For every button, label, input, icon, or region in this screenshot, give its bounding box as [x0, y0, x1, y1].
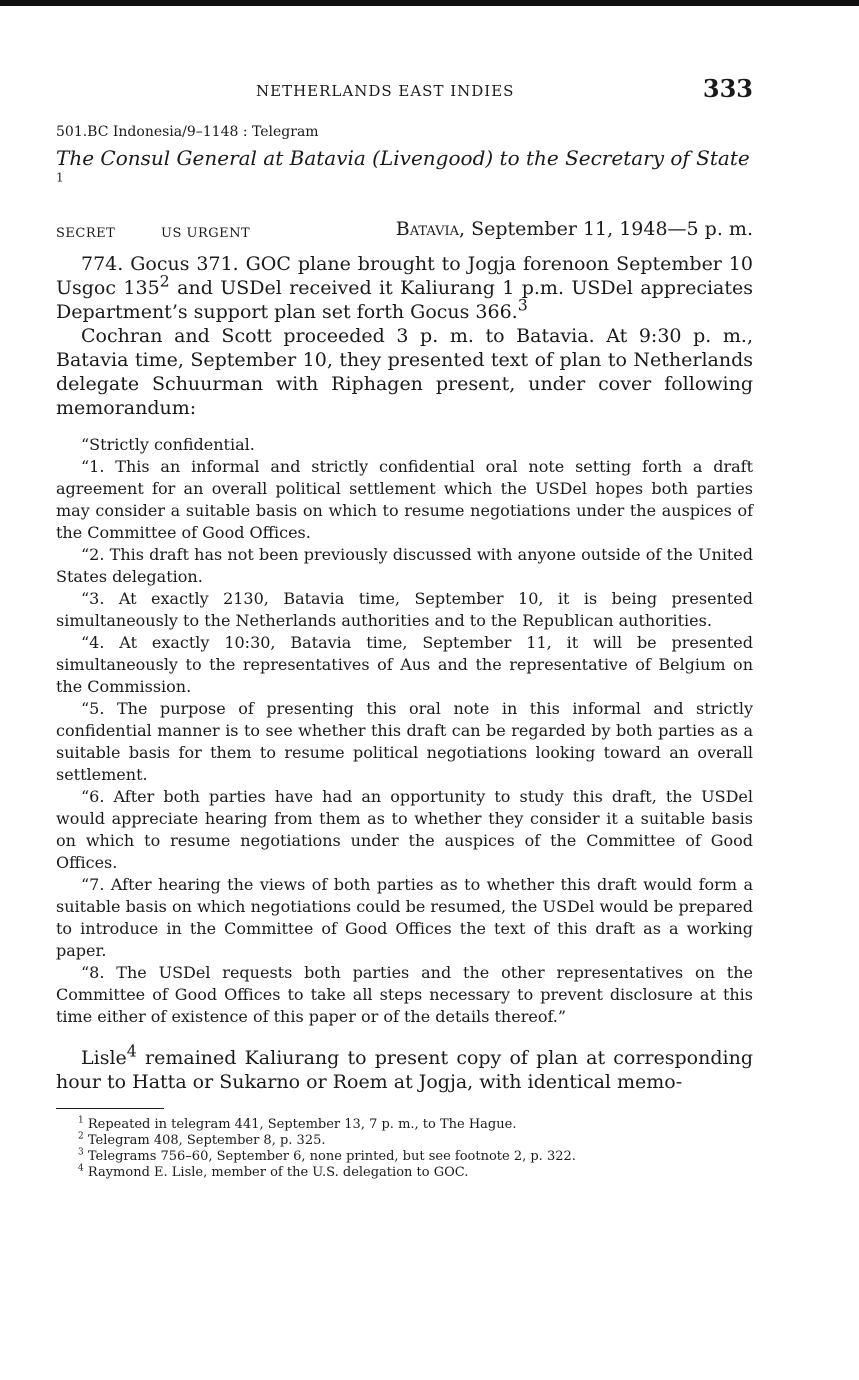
date-text: September 11, 1948—5 p. m. [465, 218, 753, 240]
footnote-mark: 1 [78, 1115, 84, 1126]
footnote-marker: 3 [517, 295, 528, 315]
footnote-mark: 4 [78, 1163, 84, 1174]
footnote [56, 1117, 753, 1133]
file-reference: 501.BC Indonesia/9–1148 : Telegram [56, 124, 319, 140]
quote-paragraph: “8. The USDel requests both parties and the other representatives on the Committee of Good Offices to take all steps necessary to prevent disclosure at this time either of existence of this paper or of the details thereof.” [56, 963, 753, 1026]
footnote [56, 1149, 753, 1165]
quote-paragraph: “2. This draft has not been previously discussed with anyone outside of the United States delegation. [56, 545, 753, 586]
page-number: 333 [702, 74, 753, 103]
body-paragraph: Cochran and Scott proceeded 3 p. m. to Batavia. At 9:30 p. m., Batavia time, September 10, they presented text of plan to Netherlands delegate Schuurman with Riphagen present, under cover following memorandum: [56, 325, 753, 419]
footnote [56, 1133, 753, 1149]
footnotes [56, 1117, 753, 1181]
body-paragraph [56, 252, 753, 324]
body-text: Lisle [81, 1047, 127, 1069]
quote-paragraph: “5. The purpose of presenting this oral note in this informal and strictly confidential manner is to see whether this draft can be regarded by both parties as a suitable basis for them to resume political negotiations looking toward an overall settlement. [56, 699, 753, 784]
dateline [56, 216, 753, 248]
body-text: and USDel received it Kaliurang 1 p.m. USDel appreciates Department’s support plan set forth Gocus 366. [56, 277, 753, 323]
document-title-text: The Consul General at Batavia (Livengood) to the Secretary of State [56, 146, 750, 170]
document-title [56, 146, 753, 194]
date-place [396, 218, 753, 240]
quote-paragraph: “1. This an informal and strictly confidential oral note setting forth a draft agreement for an overall political settlement which the USDel hopes both parties may consider a suitable basis on which to resume negotiations under the auspices of the Committee of Good Offices. [56, 457, 753, 542]
footnote-marker: 1 [56, 170, 64, 185]
classification-label: SECRET [56, 226, 116, 241]
footnote-text: Repeated in telegram 441, September 13, 7 p. m., to The Hague. [87, 1117, 517, 1132]
body-text: 774. Gocus 371. GOC plane brought to Jogja forenoon September 10 Usgoc 135 [56, 253, 753, 299]
quote-paragraph: “4. At exactly 10:30, Batavia time, September 11, it will be presented simultaneously to the representatives of Aus and the representative of Belgium on the Commission. [56, 633, 753, 696]
memorandum-quote [56, 434, 753, 1028]
footnote-marker: 4 [126, 1041, 137, 1061]
body-text: remained Kaliurang to present copy of plan at corresponding hour to Hatta or Sukarno or Roem at Jogja, with identical memo- [56, 1047, 753, 1093]
running-title: NETHERLANDS EAST INDIES [256, 82, 515, 100]
footnote-text: Raymond E. Lisle, member of the U.S. delegation to GOC. [87, 1165, 469, 1180]
running-head [56, 72, 753, 108]
footnote-text: Telegrams 756–60, September 6, none printed, but see footnote 2, p. 322. [87, 1149, 576, 1164]
page-top-edge [0, 0, 859, 6]
footnote-divider [56, 1108, 164, 1109]
place-name: Batavia, [395, 218, 466, 240]
document-page [56, 72, 753, 1181]
quote-paragraph: “3. At exactly 2130, Batavia time, September 10, it is being presented simultaneously to the Netherlands authorities and to the Republican authorities. [56, 589, 753, 630]
footnote-mark: 2 [78, 1131, 84, 1142]
quote-paragraph: “7. After hearing the views of both parties as to whether this draft would form a suitable basis on which negotiations could be resumed, the USDel would be prepared to introduce in the Committee of Good Offices the text of this draft as a working paper. [56, 875, 753, 960]
footnote-text: Telegram 408, September 8, p. 325. [87, 1133, 326, 1148]
priority-label: US URGENT [161, 226, 251, 241]
footnote-mark: 3 [78, 1147, 84, 1158]
quote-paragraph: “Strictly confidential. [81, 435, 255, 454]
quote-paragraph: “6. After both parties have had an opportunity to study this draft, the USDel would appreciate hearing from them as to whether they consider it a suitable basis on which to resume negotiations under the auspices of the Committee of Good Offices. [56, 787, 753, 872]
body-paragraph [56, 1041, 753, 1094]
footnote-marker: 2 [159, 271, 170, 291]
footnote [56, 1165, 753, 1181]
